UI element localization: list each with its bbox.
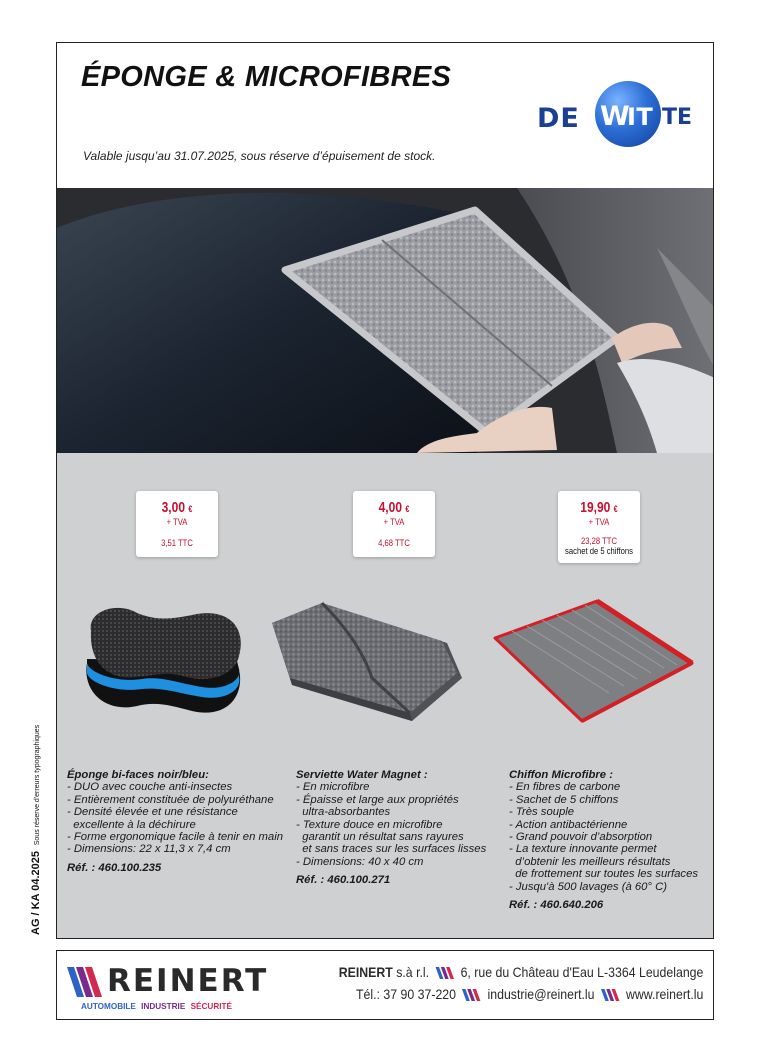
company-suffix: s.à r.l. <box>392 964 429 980</box>
stripes-separator-icon <box>600 989 619 1001</box>
validity-note: Valable jusqu’au 31.07.2025, sous réserve d’épuisement de stock. <box>83 149 436 163</box>
feature-line: - Texture douce en microfibre <box>296 818 443 831</box>
price-tag-towel <box>353 491 435 557</box>
feature-line: et sans traces sur les surfaces lisses <box>296 843 487 856</box>
sponge-image <box>77 601 247 721</box>
price-tva: + TVA <box>166 517 188 527</box>
flyer-frame <box>56 42 714 939</box>
reinert-tagline <box>81 1002 232 1011</box>
address-row <box>338 961 703 983</box>
feature-line: d’obtenir les meilleurs résultats <box>509 855 671 868</box>
footer <box>56 950 714 1020</box>
page-title: ÉPONGE & MICROFIBRES <box>81 61 452 93</box>
website-link[interactable]: www.reinert.lu <box>625 986 703 1002</box>
price-tag-cloth <box>558 491 640 563</box>
feature-line: - Densité élevée et une résistance <box>67 806 238 819</box>
stripes-separator-icon <box>435 967 454 979</box>
feature-line: - Dimensions: 40 x 40 cm <box>296 855 424 868</box>
product-ref: Réf. : 460.100.271 <box>296 874 391 887</box>
email-link[interactable]: industrie@reinert.lu <box>487 986 595 1002</box>
currency: € <box>188 504 193 514</box>
product-name: Serviette Water Magnet : <box>296 769 428 781</box>
feature-line: excellente à la déchirure <box>67 818 196 831</box>
feature-line: - En fibres de carbone <box>509 781 621 794</box>
feature-line: - La texture innovante permet <box>509 843 657 856</box>
tag-securite: SÉCURITÉ <box>190 1002 232 1011</box>
address-text: 6, rue du Château d'Eau L-3364 Leudelange <box>460 964 703 980</box>
feature-line: - Épaisse et large aux propriétés <box>296 793 459 806</box>
products-panel <box>57 453 713 939</box>
logo-text-te: TE <box>662 105 693 130</box>
feature-line: garantit un résultat sans rayures <box>296 831 464 844</box>
feature-line: - Action antibactérienne <box>509 818 628 831</box>
cloth-image <box>487 593 697 728</box>
logo-text-it: IT <box>627 103 654 131</box>
stripes-separator-icon <box>462 989 481 1001</box>
feature-line: - Sachet de 5 chiffons <box>509 793 619 806</box>
side-note <box>30 725 42 935</box>
reinert-stripes-icon <box>67 967 111 997</box>
logo-text-w: W <box>600 101 630 132</box>
product-ref: Réf. : 460.100.235 <box>67 861 162 874</box>
tag-automobile: AUTOMOBILE <box>81 1002 136 1011</box>
price-extra: sachet de 5 chiffons <box>565 546 633 556</box>
hero-photo <box>57 188 713 453</box>
company-name: REINERT <box>338 964 393 980</box>
feature-line: - Grand pouvoir d’absorption <box>509 831 653 844</box>
price-ttc: 4,68 TTC <box>378 538 410 548</box>
hero-illustration <box>57 188 713 453</box>
feature-line: ultra-absorbantes <box>296 806 391 819</box>
price-tag-sponge <box>136 491 218 557</box>
feature-line: - DUO avec couche anti-insectes <box>67 781 233 794</box>
feature-line: - Dimensions: 22 x 11,3 x 7,4 cm <box>67 843 231 856</box>
feature-line: - Très souple <box>509 806 575 819</box>
towel-image <box>262 593 472 728</box>
price-tva: + TVA <box>383 517 405 527</box>
document-code: AG / KA 04.2025 <box>30 851 42 935</box>
reinert-wordmark: REINERT <box>107 963 269 999</box>
product-name: Chiffon Microfibre : <box>509 769 613 781</box>
phone-text: Tél.: 37 90 37-220 <box>355 986 456 1002</box>
description-cloth <box>509 769 714 911</box>
product-name: Éponge bi-faces noir/bleu: <box>67 769 209 781</box>
currency: € <box>613 504 618 514</box>
price-value: 3,00 <box>161 499 185 516</box>
feature-line: - Forme ergonomique facile à tenir en main <box>67 831 283 844</box>
feature-line: de frottement sur toutes les surfaces <box>509 868 698 881</box>
price-value: 4,00 <box>378 499 402 516</box>
logo-text-de: DE <box>537 103 580 134</box>
reinert-logo <box>67 963 269 1013</box>
feature-line: - En microfibre <box>296 781 370 794</box>
product-ref: Réf. : 460.640.206 <box>509 899 604 912</box>
tag-industrie: INDUSTRIE <box>141 1002 186 1011</box>
price-value: 19,90 <box>580 499 611 516</box>
feature-line: - Jusqu'à 500 lavages (à 60° C) <box>509 880 668 893</box>
currency: € <box>405 504 410 514</box>
header <box>57 43 713 188</box>
feature-line: - Entièrement constituée de polyuréthane <box>67 793 274 806</box>
description-sponge <box>67 769 282 874</box>
price-tva: + TVA <box>588 517 610 527</box>
price-ttc: 3,51 TTC <box>161 538 193 548</box>
typo-disclaimer: Sous réserve d'erreurs typographiques <box>34 724 41 846</box>
description-towel <box>296 769 511 887</box>
contact-row <box>338 983 703 1005</box>
price-ttc: 23,28 TTC <box>580 536 617 546</box>
de-witte-logo <box>537 81 702 149</box>
contact-block <box>338 961 703 1005</box>
